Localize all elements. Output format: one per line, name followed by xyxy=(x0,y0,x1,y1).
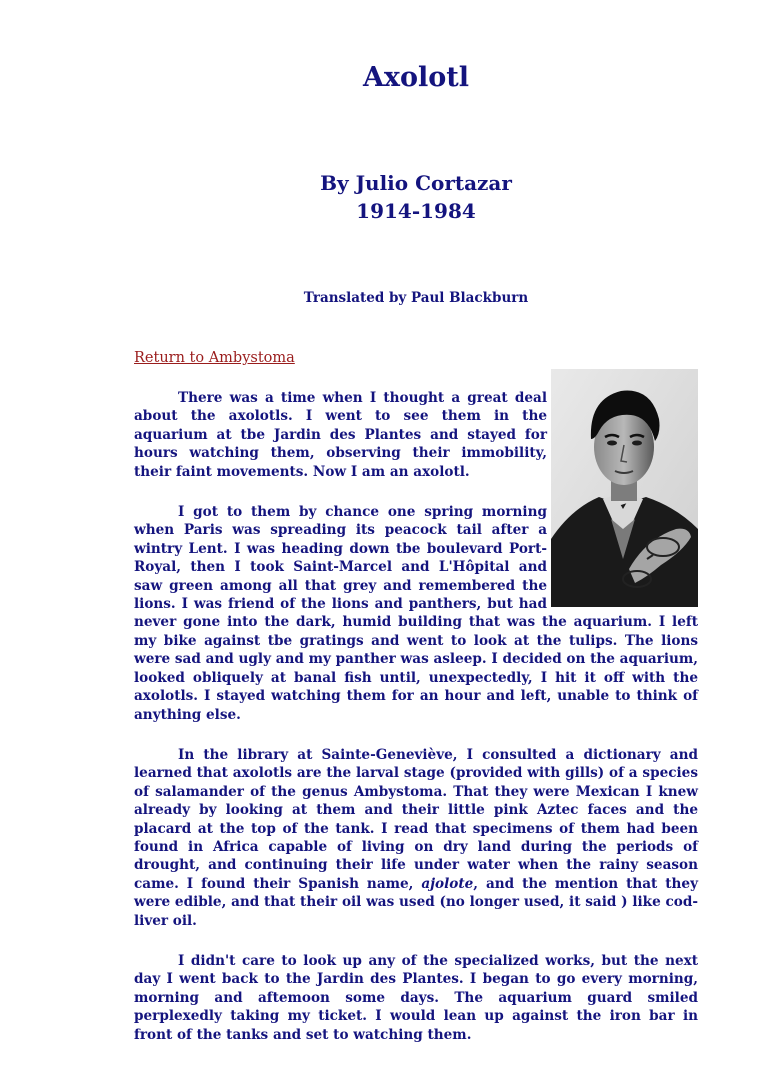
author-years: 1914-1984 xyxy=(356,199,476,223)
page-title: Axolotl xyxy=(362,62,470,93)
paragraph-2: I got to them by chance one spring morning when Paris was spreading its peacock tail after a wintry Lent. I was heading down tbe boulevard Port-Royal, then I took Saint-Marcel and L'Hôpital and saw green among all that grey and remembered the lions. I was friend of the lions and panthers, but had never gone into the dark, humid building that was the aquarium. I left my bike against tbe gratings and went to look at the tulips. The lions were sad and ugly and my panther was asleep. I decided on the aquarium, looked obliquely at banal fish until, unexpectedly, I hit it off with the axolotls. I stayed watching them for an hour and left, unable to think of anything else. xyxy=(134,504,698,723)
byline xyxy=(0,169,768,225)
paragraph-3-end: , and the mention that they were edible, and that their oil was used (no longer used, it said ) like cod-liver oil. xyxy=(134,875,698,929)
author-name: By Julio Cortazar xyxy=(320,171,512,195)
return-to-ambystoma-link[interactable]: Return to Ambystoma xyxy=(134,350,295,366)
ajolote-term: ajolote xyxy=(421,875,474,892)
photo-spacer xyxy=(547,389,698,609)
paragraph-1: There was a time when I thought a great deal about the axolotls. I went to see them in the aquarium at tbe Jardin des Plantes and stayed for hours watching them, observing their immobility, their faint movements. Now I am an axolotl. xyxy=(134,390,547,480)
story-text xyxy=(134,389,698,1066)
paragraph-3 xyxy=(134,746,698,930)
translator-credit: Translated by Paul Blackburn xyxy=(303,290,529,306)
paragraph-4: I didn't care to look up any of the specialized works, but the next day I went back to the Jardin des Plantes. I began to go every morning, morning and aftemoon some days. The aquarium guard smiled perplexedly taking my ticket. I would lean up against the iron bar in front of the tanks and set to watching them. xyxy=(134,952,698,1043)
paragraph-3-start: In the library at Sainte-Geneviève, I consulted a dictionary and learned that axolotls are the larval stage (provided with gills) of a species of salamander of the genus Ambystoma. That they were Mexican I knew already by looking at them and their little pink Aztec faces and the placard at the top of the tank. I read that specimens of them had been found in Africa capable of living on dry land during the periods of drought, and continuing their life under water when the rainy season came. I found their Spanish name, xyxy=(134,746,698,892)
